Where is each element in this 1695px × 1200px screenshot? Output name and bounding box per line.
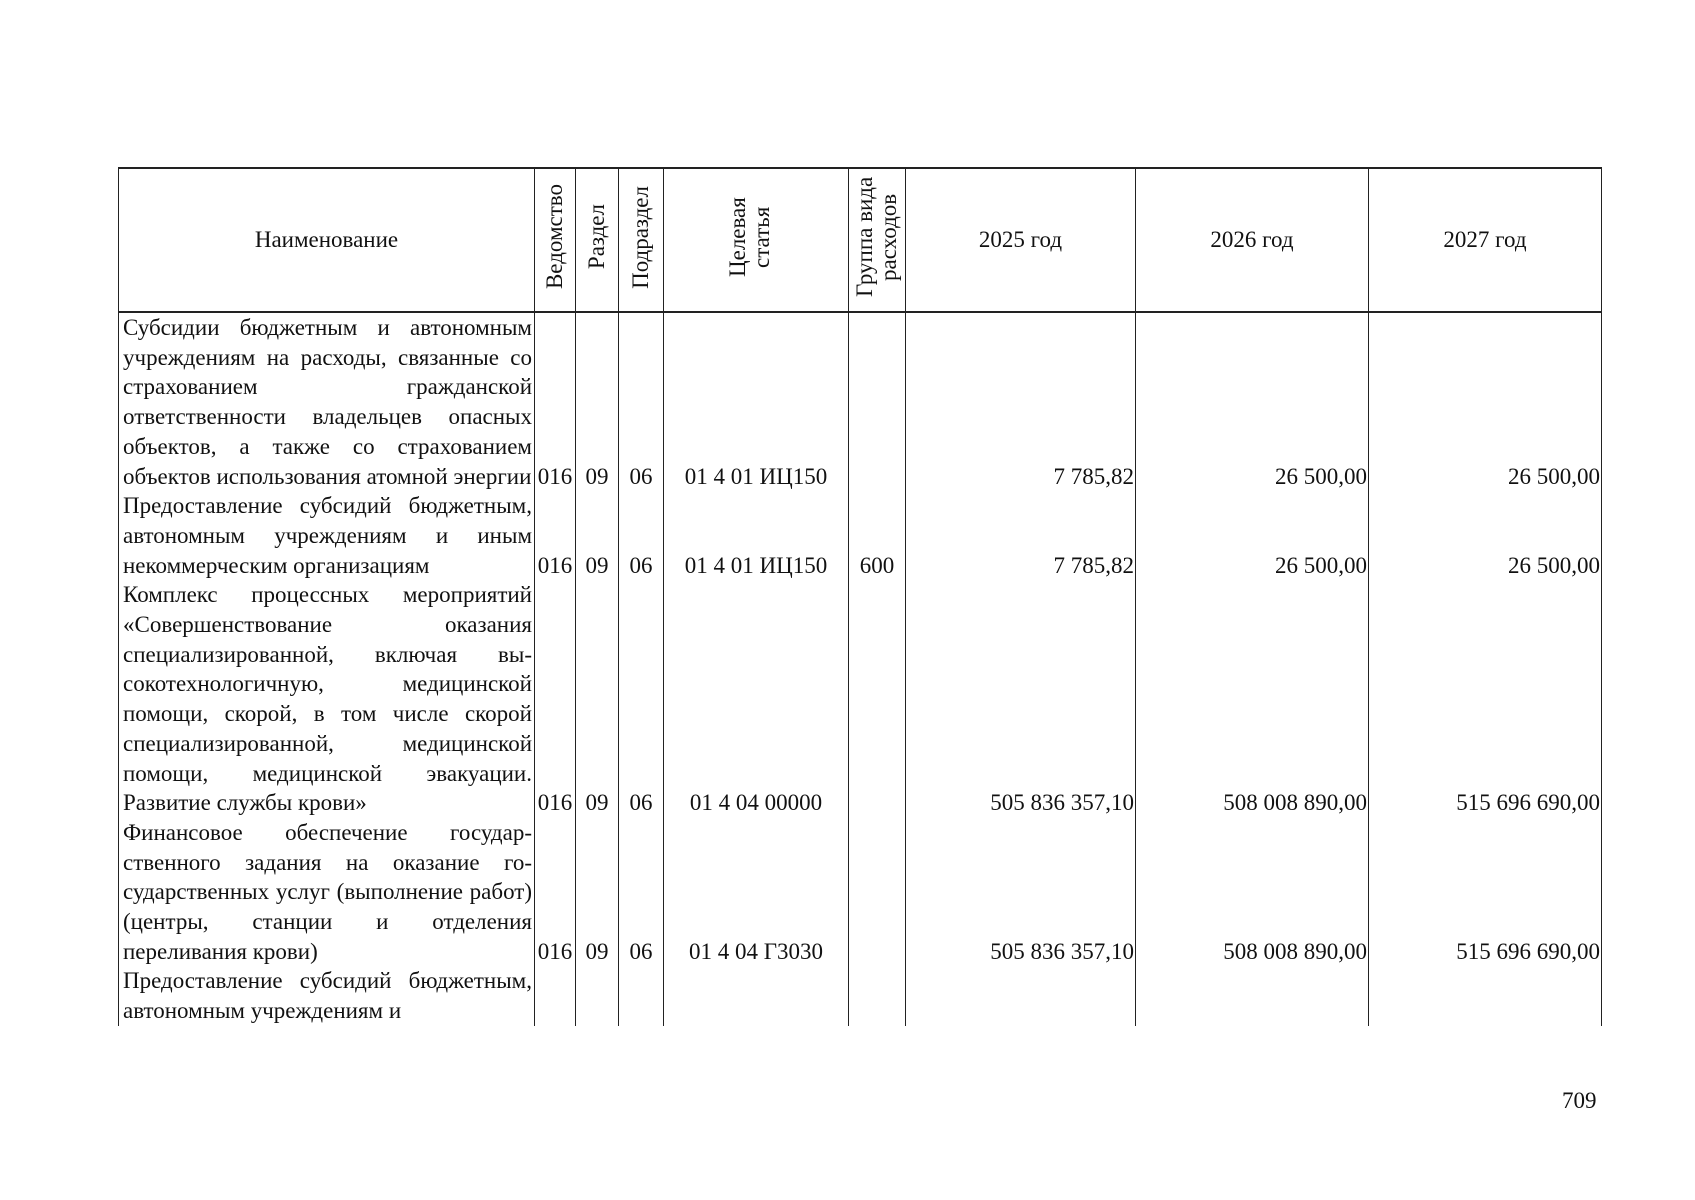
row-2026: 508 008 890,00 xyxy=(1136,580,1369,818)
row-name: Финансовое обеспечение государственного задания на оказание государственных услуг (выполнение работ) (центры, станции и отделения переливания крови) xyxy=(119,818,535,967)
row-2027: 515 696 690,00 xyxy=(1369,818,1602,967)
row-2026: 26 500,00 xyxy=(1136,491,1369,580)
header-celevaya: Целевая статья xyxy=(664,168,849,312)
row-celevaya xyxy=(664,966,849,1025)
header-2026: 2026 год xyxy=(1136,168,1369,312)
header-razdel: Раздел xyxy=(576,168,619,312)
row-vedomstvo: 016 xyxy=(535,312,576,491)
row-vedomstvo xyxy=(535,966,576,1025)
row-vedomstvo: 016 xyxy=(535,818,576,967)
row-razdel xyxy=(576,966,619,1025)
header-row xyxy=(119,168,1602,312)
header-2027: 2027 год xyxy=(1369,168,1602,312)
table-row xyxy=(119,312,1602,491)
row-podrazdel: 06 xyxy=(619,818,664,967)
table-row-continued xyxy=(119,966,1602,1025)
row-podrazdel: 06 xyxy=(619,312,664,491)
row-2025: 7 785,82 xyxy=(906,491,1136,580)
row-2025: 505 836 357,10 xyxy=(906,818,1136,967)
row-2025: 505 836 357,10 xyxy=(906,580,1136,818)
page-number: 709 xyxy=(1562,1088,1597,1113)
row-2026: 508 008 890,00 xyxy=(1136,818,1369,967)
row-gruppa xyxy=(849,580,906,818)
header-name: Наименование xyxy=(119,168,535,312)
row-razdel: 09 xyxy=(576,818,619,967)
row-2026: 26 500,00 xyxy=(1136,312,1369,491)
row-2027: 26 500,00 xyxy=(1369,312,1602,491)
row-vedomstvo: 016 xyxy=(535,491,576,580)
row-2026 xyxy=(1136,966,1369,1025)
header-podrazdel: Подраздел xyxy=(619,168,664,312)
row-vedomstvo: 016 xyxy=(535,580,576,818)
row-podrazdel: 06 xyxy=(619,491,664,580)
row-podrazdel xyxy=(619,966,664,1025)
header-vedomstvo: Ведомство xyxy=(535,168,576,312)
row-celevaya: 01 4 04 00000 xyxy=(664,580,849,818)
table-row xyxy=(119,580,1602,818)
row-gruppa xyxy=(849,818,906,967)
header-2025: 2025 год xyxy=(906,168,1136,312)
row-razdel: 09 xyxy=(576,312,619,491)
row-2027: 26 500,00 xyxy=(1369,491,1602,580)
table-row xyxy=(119,818,1602,967)
row-2025: 7 785,82 xyxy=(906,312,1136,491)
row-name: Предоставление субсидий бюджетным, автономным учреждениям и xyxy=(119,966,535,1025)
row-name: Субсидии бюджетным и автономным учреждениям на расходы, связанные со страхованием гражданской ответственности владельцев опасных объектов, а также со страхованием объектов использования атомной энергии xyxy=(119,312,535,491)
row-gruppa: 600 xyxy=(849,491,906,580)
row-razdel: 09 xyxy=(576,491,619,580)
row-celevaya: 01 4 04 Г3030 xyxy=(664,818,849,967)
row-name: Предоставление субсидий бюджетным, автономным учреждениям и иным некоммерческим организациям xyxy=(119,491,535,580)
row-celevaya: 01 4 01 ИЦ150 xyxy=(664,491,849,580)
row-name: Комплекс процессных мероприятий «Совершенствование оказания специализированной, включая высокотехнологичную, медицинской помощи, скорой, в том числе скорой специализированной, медицинской помощи, медицинской эвакуации. Развитие службы крови» xyxy=(119,580,535,818)
row-gruppa xyxy=(849,312,906,491)
row-gruppa xyxy=(849,966,906,1025)
row-2025 xyxy=(906,966,1136,1025)
row-razdel: 09 xyxy=(576,580,619,818)
row-podrazdel: 06 xyxy=(619,580,664,818)
row-2027: 515 696 690,00 xyxy=(1369,580,1602,818)
table-row xyxy=(119,491,1602,580)
row-2027 xyxy=(1369,966,1602,1025)
budget-table xyxy=(118,167,1602,1026)
row-celevaya: 01 4 01 ИЦ150 xyxy=(664,312,849,491)
header-gruppa: Группа вида расходов xyxy=(849,168,906,312)
